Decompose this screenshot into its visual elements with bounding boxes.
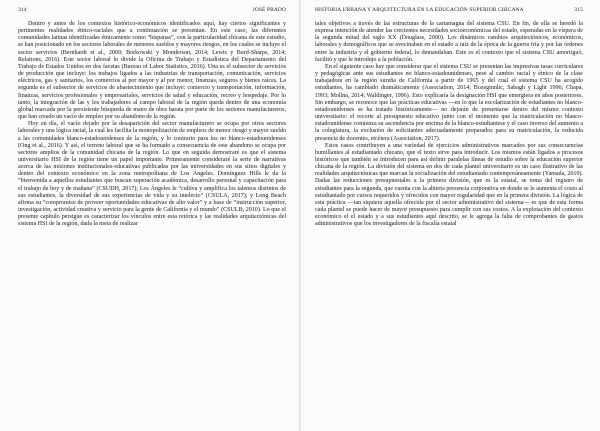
right-running-head [315,7,583,16]
right-page-number: 315 [574,7,583,13]
paragraph: Hoy en día, el vacío dejado por la desaparición del sector manufacturero se ocupa por otros sectores laborales y una lógica racial, la cual les facilita la monopolización de empleos de menor riesgo y mayor sueldo a las comunidades blanco-estadounidenses de la región, y lo contrario para los no blanco-estadounidenses (Ong et al., 2016). Y así, el terreno laboral que se ha formado a consecuencia de este abandono se ocupa por sectores amplios de la comunidad chicana de la región. Lo que en seguida demostraré es que el sistema universitario HSI de la región tiene un papel importante. Primeramente consideraré la serie de narrativas acerca de las misiones institucionales-educativas publicadas por las universidades en sus sitios digitales y dentro del contexto económico en la zona metropolitana de Los Ángeles. Domínguez Hills le da la “bienvenida a aquellos estudiantes que buscan superación académica, desarrollo personal y capacitación para el trabajo de hoy y de mañana” (CSUDH, 2017); Los Ángeles le “cultiva y amplifica los talentos distintos de sus estudiantes, la diversidad de sus experiencias de vida y su intelecto” (CSULA, 2017); y Long Beach afirma su “compromiso de proveer oportunidades educativas de alto valor” y a base de “instrucción superior, investigación, actividad creativa y servicio para la gente de California y el mundo” (CSULB, 2010). Lo que el presente capítulo persigue es caracterizar los vínculos entre esta retórica y las realidades arquitectónicas del sistema HSI de la región, dada la meta de realizar [18,121,286,228]
paragraph: tales objetivos a través de las estructuras de la cartamagna del sistema CSU. En fin, de ella se heredó la expresa intención de atender las crecientes necesidades socioeconómicas del estado, esperadas en la víspera de la segunda mitad del siglo XX (Douglass, 2000). Los dinámicos cambios arquitectónicos, económicos, laborales y demográficos que se avecinaban en el estado a raíz de la época de la guerra fría y por las órdenes entre la industria y el gobierno federal, lo demandaban. Este es el contexto que el sistema CSU amortiguó, facilitó y que le introdujo a la población. [315,21,583,63]
right-page [300,0,600,431]
left-body-text [18,21,286,229]
paragraph: Estos casos contribuyen a una variedad de ejercicios administrativos marcados por sus consecuencias humillantes al estudiantado chicano, que el texto sirve para introducir. Los mismos están ligados a procesos históricos que también se introducen para así definir paralelas líneas de estudio sobre la educación superior chicana de la región. La división del sistema en dos de cada plantel universitario es un caso ilustrativo de las realidades arquitectónicas que marcan la socialización del estudiantado contemporáneamente (Yamada, 2010). Dadas las reducciones presupuestales a la primera división, que es la estatal, se toma del registro de estudiantes para la segunda, que cuenta con la abierta presencia corporativa en donde se le aumenta el costo al estudiantado por cursos requeridos y ofrecidos con mayor regularidad que en la primera división. La lógica de esta práctica —tan siquiera aquella ofrecida por el sector administrativo del sistema— es que de esta forma cada plantel se puede hacer de mayor presupuesto para cumplir con sus costos. A la explotación del contexto económico el el estado y a sus estudiantes aquí descrito, se le agrega la falta de comprobantes de gastos administrativos que los investigadores de la fiscalía estatal [315,142,583,228]
left-header-title: JOSÉ PRADO [252,7,286,13]
paragraph: En el siguiente caso hay que considerar que el sistema CSU se presentan las impresivas tasas curriculares y pedagógicas ante sus estudiantes no blanco-estadounidenses, pese al cambio racial y étnico de la clase trabajadora en la región sureña de California a partir de 1965 y del cual el sistema CSU ha acogido estudiantes, ha cambiado dramáticamente (Association, 2014; Bozeginnlic, Sabagh y Light 1996; Chapa, 1993; Mollna, 2014; Waldinger, 1996). Esto explicaría la designación HSI que emergiera en años posteriores. Sin embargo, se reconoce que las prácticas educativas —en lo que la escolarización de estudiantes no blanco-estadounidenses se ha tratado históricamente— no dejarán de presentarse dentro del mismo contexto universitario: el recorte al presupuesto educativo junto con el momento que la matriculación no blanco-estadounidense comienza su ascendencia por encima de la blanco-estudiantese y el caso inverso del aumento a la colegiatura, la exclusión de solicitantes adecuadamente preparados para su matriculación, la reducida presencia de docentes, etcétera (Association, 2017). [315,63,583,142]
left-running-head [18,7,286,16]
paragraph: Dentro y antes de los contextos histórico-económicos identificados aquí, hay ciertos significantes y pertinentes realidades étnico-raciales que a continuación se presentan. En este caso, las diferentes comunidades latinas identificadas étnicamente como “hispanas”, con la particularidad chicana de este estudio, se han posicionado en los sectores laborales de menores sueldos y mayores riesgos, en los cuales se incluye el sector servicios (Bernhardt et al., 2009; Borkowski y Monderson, 2014; Lewis y Burd-Sharps, 2014; Relations, 2016). Este sector laboral lo divide la Oficina de Trabajo y Estadística del Departamento del Trabajo de Estados Unidos en dos facetas (Bureau of Labor Statistics, 2016). Una es el subsector de servicios de producción que incluye: los trabajos ligados a las industrias de transportación, comunicación, servicios eléctricos, gas y sanitarios, los comercios al por mayor y al por menor, finanzas, seguros y bienes raíces. La segunda es el subsector de servicios de abastecimiento que incluye: comercio y transportación, información, finanzas, servicios profesionales y empresariales, servicios de salud y educación, recreo y hospedaje. Por lo tanto, la integración de las y los trabajadores al campo laboral de la región queda dentro de una economía global marcada por la persistente búsqueda de mano de obra barata por parte de los sectores manufactureros, que han creado un vacío de empleo por su abandono de la región. [18,21,286,121]
right-header-title: HISTORIA URBANA Y ARQUITECTURA EN LA EDUCACIÓN SUPERIOR CHICANA [315,7,524,13]
right-body-text [315,21,583,229]
left-page-number: 314 [18,7,27,13]
